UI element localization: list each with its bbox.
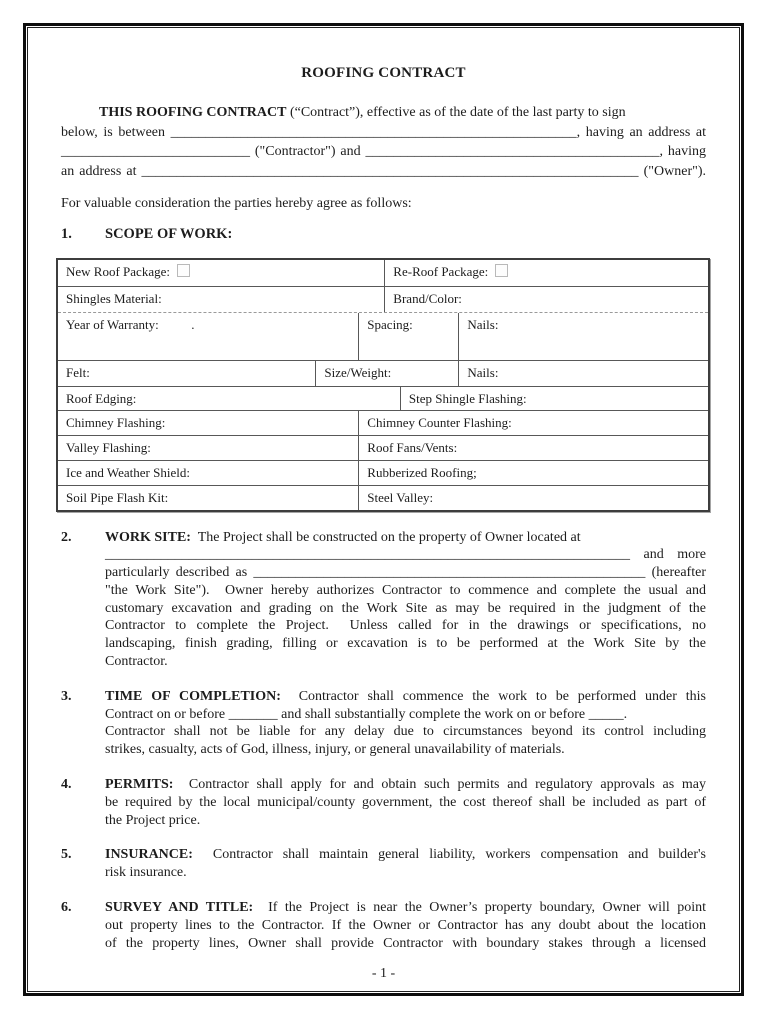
- section-line: strikes, casualty, acts of God, illness, injury, or general unavailability of materials.: [105, 742, 565, 758]
- section-number: 6.: [61, 900, 72, 916]
- table-cell-chimney-counter-flashing: [358, 411, 708, 435]
- table-cell-step-shingle-flashing: [400, 387, 708, 410]
- re-roof-package-checkbox[interactable]: [495, 264, 508, 277]
- section-time-of-completion: [61, 688, 706, 759]
- section-line: Contract on or before _______ and shall substantially complete the work on or before _____.: [105, 706, 628, 722]
- section-number: 2.: [61, 529, 72, 545]
- table-cell-re-roof-package: [384, 260, 708, 286]
- section-survey-and-title: [61, 899, 706, 952]
- table-row: [58, 460, 708, 485]
- new-roof-package-checkbox[interactable]: [177, 264, 190, 277]
- cell-label: Year of Warranty: .: [66, 316, 195, 332]
- document-title: ROOFING CONTRACT: [301, 65, 466, 81]
- table-cell-new-roof-package: [58, 260, 384, 286]
- cell-label: Chimney Flashing:: [66, 414, 166, 430]
- section-line: SURVEY AND TITLE: If the Project is near the Owner’s property boundary, Owner will point: [105, 900, 706, 916]
- cell-label: Steel Valley:: [367, 489, 434, 505]
- table-row: [58, 386, 708, 410]
- table-cell-steel-valley: [358, 486, 708, 510]
- section-1-title: SCOPE OF WORK:: [105, 225, 233, 242]
- cell-label: New Roof Package:: [66, 263, 170, 279]
- section-line: Contractor.: [105, 654, 168, 670]
- intro-line: an address at _______________________________________________________________________ ("Owner").: [61, 163, 706, 179]
- table-row: [58, 286, 708, 312]
- cell-label: Soil Pipe Flash Kit:: [66, 489, 169, 505]
- table-cell-size-weight: [315, 361, 458, 386]
- cell-label: Roof Edging:: [66, 390, 137, 406]
- cell-label: Re-Roof Package:: [393, 263, 489, 279]
- section-line: TIME OF COMPLETION: Contractor shall commence the work to be performed under this: [105, 688, 706, 704]
- intro-line: below, is between __________________________________________________________, having an address at: [61, 124, 706, 140]
- table-cell-nails: [458, 361, 708, 386]
- section-number: 5.: [61, 847, 72, 863]
- intro-line: THIS ROOFING CONTRACT (“Contract”), effective as of the date of the last party to sign: [99, 105, 626, 120]
- table-cell-rubberized-roofing: [358, 461, 708, 485]
- table-cell-year-of-warranty: [58, 313, 358, 360]
- cell-label: Step Shingle Flashing:: [408, 390, 527, 406]
- cell-label: Shingles Material:: [66, 290, 162, 306]
- section-line: landscaping, finish grading, filling or excavation is to be performed at the Work Site by the: [105, 636, 706, 652]
- table-cell-roof-fans-vents: [358, 436, 708, 460]
- page-border-frame: [23, 23, 744, 996]
- section-1-heading: [61, 225, 706, 244]
- section-work-site: [61, 529, 706, 671]
- section-line: be required by the local municipal/county government, the cost thereof shall be included as part of: [105, 794, 706, 810]
- table-cell-valley-flashing: [58, 436, 358, 460]
- cell-label: Spacing:: [367, 316, 413, 332]
- cell-label: Nails:: [467, 316, 499, 332]
- cell-label: Chimney Counter Flashing:: [367, 414, 512, 430]
- cell-label: Nails:: [467, 364, 499, 380]
- cell-label: Rubberized Roofing;: [367, 464, 477, 480]
- table-cell-chimney-flashing: [58, 411, 358, 435]
- section-number: 3.: [61, 688, 72, 704]
- section-number: 4.: [61, 777, 72, 793]
- page-content-area: [27, 27, 740, 992]
- section-permits: [61, 776, 706, 829]
- section-line: Contractor to complete the Project. Unless called for in the drawings or specifications, no: [105, 618, 706, 634]
- section-line: PERMITS: Contractor shall apply for and obtain such permits and regulatory approvals as may: [105, 777, 706, 793]
- table-cell-felt: [58, 361, 315, 386]
- table-cell-soil-pipe-flash-kit: [58, 486, 358, 510]
- table-row: [58, 360, 708, 386]
- intro-paragraph: [61, 103, 706, 181]
- section-line: customary excavation and grading on the Work Site as may be required in the judgment of the: [105, 600, 706, 616]
- table-cell-shingles-material: [58, 287, 384, 312]
- table-row: [58, 410, 708, 435]
- section-line: INSURANCE: Contractor shall maintain general liability, workers compensation and builder's: [105, 847, 706, 863]
- table-cell-ice-and-weather-shield: [58, 461, 358, 485]
- contract-sections: [61, 529, 706, 953]
- page-number: - 1 -: [371, 966, 396, 981]
- section-insurance: [61, 846, 706, 882]
- cell-label: Size/Weight:: [324, 364, 392, 380]
- table-row: [58, 435, 708, 460]
- intro-line: ___________________________ ("Contractor") and __________________________________________, having: [61, 144, 706, 159]
- table-row: [58, 485, 708, 510]
- section-line: risk insurance.: [105, 865, 187, 881]
- section-number: 1.: [61, 225, 72, 242]
- scope-of-work-table: [56, 258, 710, 512]
- table-cell-brand-color: [384, 287, 708, 312]
- cell-label: Felt:: [66, 364, 90, 380]
- lead-in-sentence: For valuable consideration the parties hereby agree as follows:: [61, 196, 412, 211]
- section-line: Contractor shall not be liable for any delay due to circumstances beyond its control including: [105, 724, 706, 740]
- section-line: ___________________________________________________________________________ and more: [105, 547, 706, 563]
- section-line: particularly described as ________________________________________________________ (hereafter: [105, 565, 706, 581]
- table-cell-nails: [458, 313, 708, 360]
- cell-label: Ice and Weather Shield:: [66, 464, 190, 480]
- section-line: "the Work Site"). Owner hereby authorizes Contractor to commence and complete the usual and: [105, 582, 706, 598]
- table-row: [58, 312, 708, 360]
- table-cell-spacing: [358, 313, 458, 360]
- section-line: of the property lines, Owner shall provide Contractor with boundary stakes through a licensed: [105, 935, 706, 951]
- cell-label: Brand/Color:: [393, 290, 462, 306]
- table-cell-roof-edging: [58, 387, 400, 410]
- table-row: [58, 260, 708, 286]
- cell-label: Roof Fans/Vents:: [367, 439, 458, 455]
- section-line: WORK SITE: The Project shall be constructed on the property of Owner located at: [105, 529, 581, 545]
- cell-label: Valley Flashing:: [66, 439, 151, 455]
- section-line: out property lines to the Contractor. If the Owner or Contractor has any doubt about the location: [105, 917, 706, 933]
- section-line: the Project price.: [105, 812, 201, 828]
